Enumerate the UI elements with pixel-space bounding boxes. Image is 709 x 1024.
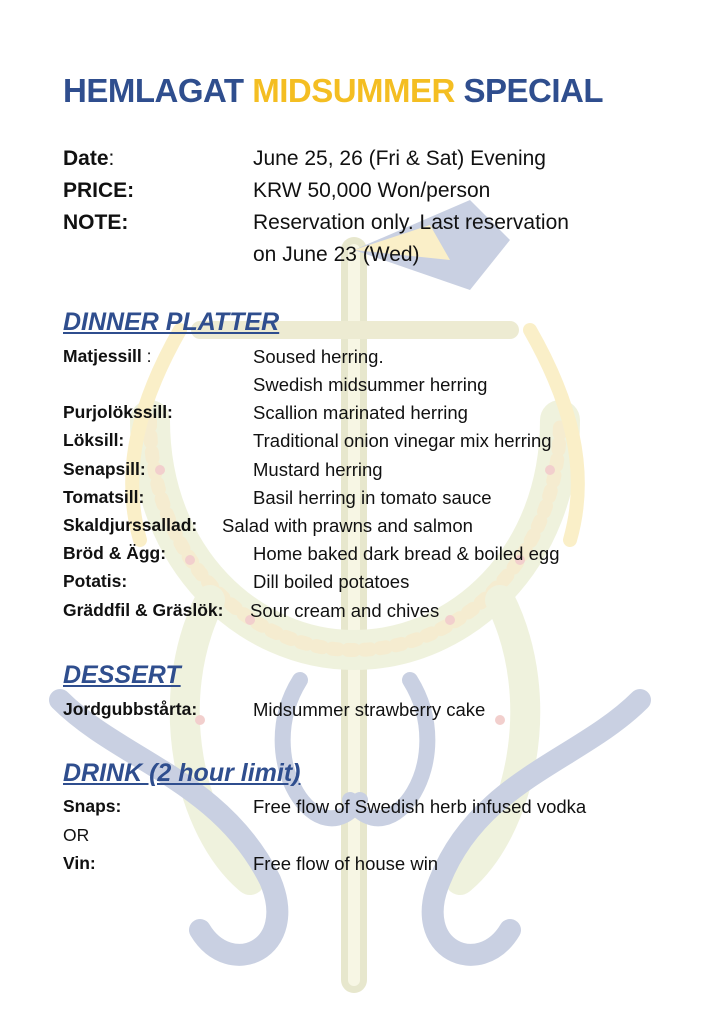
section-heading-dessert: DESSERT (63, 661, 181, 689)
menu-label: Bröd & Ägg: (63, 543, 167, 563)
menu-label: Tomatsill: (63, 487, 145, 507)
title-midsummer: MIDSUMMER (252, 72, 455, 109)
title-special: SPECIAL (454, 72, 604, 109)
menu-description: Salad with prawns and salmon (222, 515, 473, 536)
menu-description: Home baked dark bread & boiled egg (253, 543, 560, 564)
info-label-price: PRICE: (63, 179, 135, 202)
info-value-date: June 25, 26 (Fri & Sat) Evening (253, 147, 546, 170)
menu-label: Potatis: (63, 571, 128, 591)
menu-description: Sour cream and chives (250, 600, 440, 621)
info-value-price: KRW 50,000 Won/person (253, 179, 491, 202)
menu-description-line2: Swedish midsummer herring (253, 374, 488, 395)
menu-description: Basil herring in tomato sauce (253, 487, 492, 508)
menu-label: Skaldjurssallad: (63, 515, 198, 535)
menu-description: Free flow of house win (253, 853, 439, 874)
section-heading-drink: DRINK (2 hour limit) (63, 759, 301, 787)
info-label-date-colon: : (108, 147, 115, 170)
menu-label: Vin: (63, 853, 96, 873)
menu-description: Scallion marinated herring (253, 402, 468, 423)
info-label-date: Date (63, 147, 109, 170)
section-heading-dinner: DINNER PLATTER (63, 308, 280, 336)
menu-description: Free flow of Swedish herb infused vodka (253, 796, 587, 817)
menu-label-colon: : (141, 346, 152, 366)
menu-description: Mustard herring (253, 459, 383, 480)
menu-label: Matjessill (63, 346, 142, 366)
menu-description: Midsummer strawberry cake (253, 699, 486, 720)
page-title (63, 72, 603, 110)
info-label-note: NOTE: (63, 211, 129, 234)
menu-label: Snaps: (63, 796, 122, 816)
menu-description: Traditional onion vinegar mix herring (253, 430, 552, 451)
info-value-note: Reservation only. Last reservation (253, 211, 569, 234)
menu-description: Dill boiled potatoes (253, 571, 410, 592)
menu-label: Senapsill: (63, 459, 146, 479)
or-text: OR (63, 825, 90, 845)
menu-label: Löksill: (63, 430, 125, 450)
menu-description: Soused herring. (253, 346, 384, 367)
menu-label: Gräddfil & Gräslök: (63, 600, 224, 620)
title-hemlagat: HEMLAGAT (63, 72, 253, 109)
menu-label: Jordgubbstårta: (63, 699, 198, 719)
info-value-note-line2: on June 23 (Wed) (253, 243, 420, 266)
menu-label: Purjolökssill: (63, 402, 173, 422)
